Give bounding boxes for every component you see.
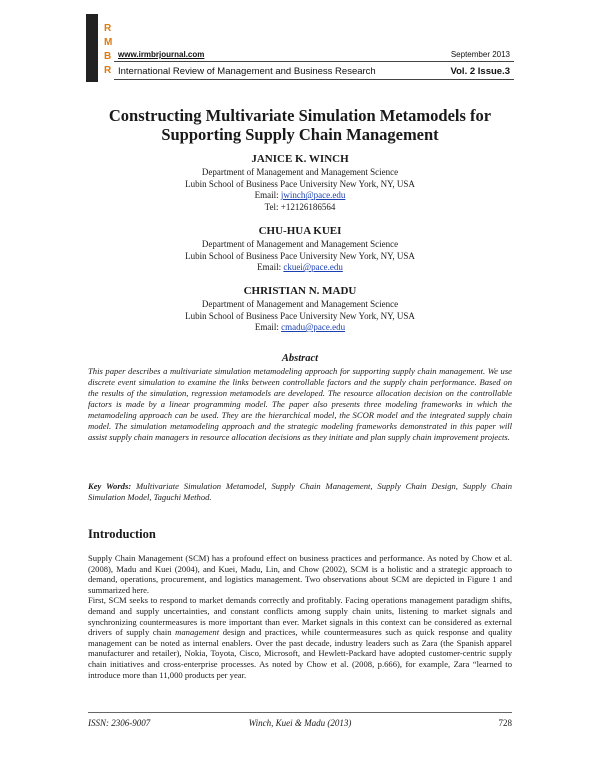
logo-bar — [86, 14, 98, 82]
author-email-link[interactable]: ckuei@pace.edu — [283, 262, 343, 272]
author-department: Department of Management and Management Science — [201, 167, 399, 177]
footer-divider — [88, 712, 512, 713]
author-name: CHRISTIAN N. MADU — [243, 285, 357, 297]
introduction-body — [88, 553, 512, 680]
abstract-heading: Abstract — [281, 353, 319, 364]
footer-issn: ISSN: 2306-9007 — [88, 718, 151, 728]
paragraph-text: First, SCM seeks to respond to market demands correctly and profitably. Facing operations management paradigm shifts, demand and supply uncertainties, and constant conflicts among supply chain units, listening to market signals and synchronizing countermeasures is more important than ever. Market signals in this context can be considered as external drivers of supply chain — [88, 595, 512, 638]
author-block — [60, 223, 540, 274]
author-email-link[interactable]: jwinch@pace.edu — [280, 190, 346, 200]
journal-name: International Review of Management and Business Research — [118, 66, 376, 77]
author-affiliation: Lubin School of Business Pace University New York, NY, USA — [185, 178, 415, 189]
logo-letter: B — [104, 51, 112, 62]
paper-title — [60, 106, 540, 144]
author-email-line — [60, 322, 540, 334]
keywords-text: Multivariate Simulation Metamodel, Supply Chain Management, Supply Chain Design, Supply Chain Simulation Model, Taguchi Method. — [88, 481, 512, 502]
email-label: Email: — [257, 262, 282, 272]
paper-title-line: Supporting Supply Chain Management — [161, 125, 439, 144]
paragraph-text: design and practices, while countermeasures such as quick response and quality management can be noted as internal enablers. Over the past decade, industry leaders such as Zara (the Spanish apparel manufacturer and retailer), Nokia, Toyota, Cisco, Microsoft, and Hewlett-Packard have adopted customer-centric supply chain initiatives and cross-enterprise processes. As noted by Chow et al. (2008, p.666), for example, Zara “learned to introduce more than 11,000 products per year. — [88, 627, 512, 680]
keywords — [88, 481, 512, 503]
author-name: CHU-HUA KUEI — [258, 225, 342, 237]
author-affiliation: Lubin School of Business Pace University New York, NY, USA — [185, 250, 415, 261]
paragraph: Supply Chain Management (SCM) has a profound effect on business practices and performance. As noted by Chow et al. (2008), Madu and Kuei (2004), and Kuei, Madu, Lin, and Chow (2002), SCM is a holistic and a strategic approach to demand, operations, procurement, and logistics management. Two observations about SCM are depicted in Figure 1 and summarized here. — [88, 553, 512, 595]
author-email-link[interactable]: cmadu@pace.edu — [281, 322, 346, 332]
author-email-line — [60, 190, 540, 202]
author-name: JANICE K. WINCH — [251, 153, 349, 165]
footer-citation: Winch, Kuei & Madu (2013) — [248, 718, 352, 728]
author-telephone: Tel: +12126186564 — [264, 201, 336, 212]
emphasis-text: management — [175, 627, 220, 638]
author-department: Department of Management and Management Science — [201, 239, 399, 249]
issue-date: September 2013 — [450, 50, 510, 59]
email-label: Email: — [254, 190, 279, 200]
page-number: 728 — [498, 718, 512, 728]
abstract-text: This paper describes a multivariate simulation metamodeling approach for supporting supply chain management. We use discrete event simulation to examine the links between controllable factors and the supply chain performance. Based on the results of the simulation, regression metamodels are developed. The resource allocation decision on the controllable factors is made by a linear programming model. The paper also presents three modeling frameworks in which the metamodeling approach can be used. They are the hierarchical model, the SCOR model and the integrated supply chain model. The simulation metamodeling approach and the strategic modeling frameworks demonstrated in this paper will assist supply chain managers in resource allocation decisions as they initiate and plan supply chain improvement projects. — [88, 366, 512, 442]
journal-website-link[interactable]: www.irmbrjournal.com — [118, 50, 205, 59]
author-block — [60, 151, 540, 213]
logo-letter: R — [104, 23, 112, 34]
email-label: Email: — [254, 322, 279, 332]
paragraph — [88, 595, 512, 680]
volume-issue: Vol. 2 Issue.3 — [450, 66, 510, 77]
author-department: Department of Management and Management Science — [201, 299, 399, 309]
keywords-label: Key Words: — [88, 481, 132, 491]
logo-letters — [104, 22, 112, 78]
header-divider — [114, 61, 514, 62]
author-affiliation: Lubin School of Business Pace University New York, NY, USA — [185, 310, 415, 321]
author-email-line — [60, 262, 540, 274]
paper-title-line: Constructing Multivariate Simulation Metamodels for — [108, 106, 492, 125]
section-heading-introduction: Introduction — [88, 527, 156, 541]
logo-letter: R — [104, 65, 112, 76]
author-block — [60, 283, 540, 334]
header-divider-bottom — [114, 79, 514, 80]
journal-logo — [82, 14, 113, 82]
logo-letter: M — [104, 37, 113, 48]
